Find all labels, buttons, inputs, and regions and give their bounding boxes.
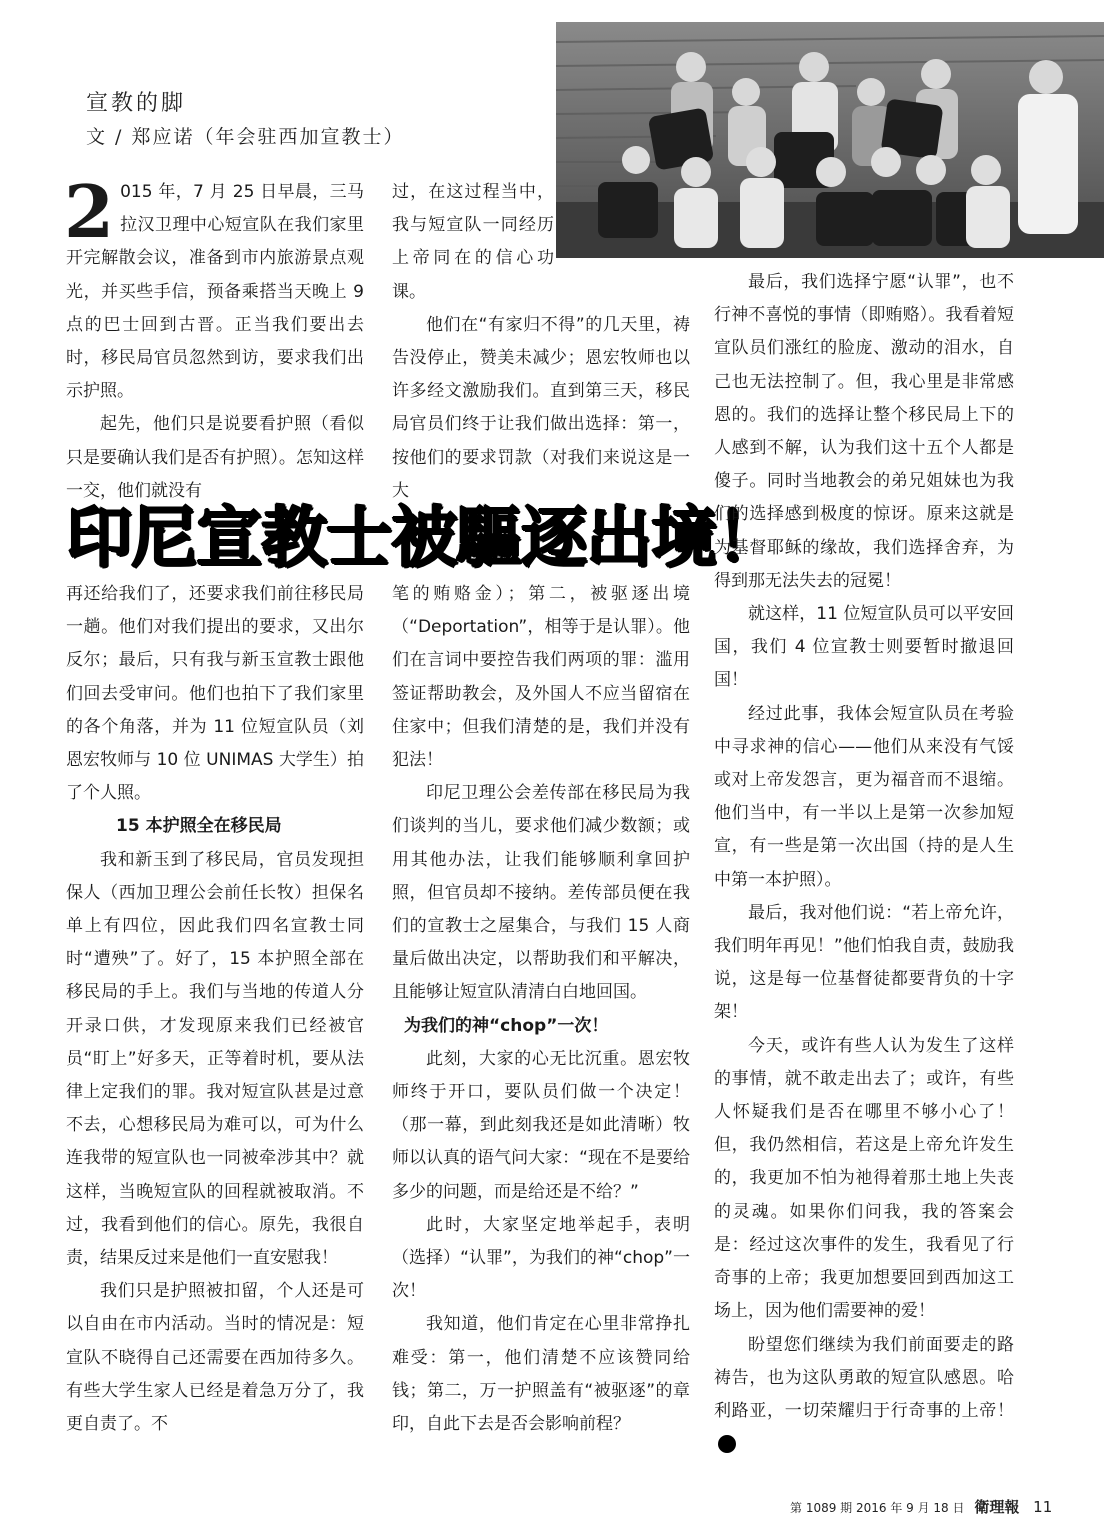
byline: 文 / 郑应诺（年会驻西加宣教士） xyxy=(86,126,405,148)
masthead-logo: 衛理報 xyxy=(974,1498,1020,1516)
issue-date: 第 1089 期 2016 年 9 月 18 日 xyxy=(790,1501,965,1515)
page-number: 11 xyxy=(1033,1498,1053,1516)
paragraph: 起先，他们只是说要看护照（看似只是要确认我们是否有护照）。怎知这样一交，他们就没有 xyxy=(66,414,364,501)
section-kicker: 宣教的脚 xyxy=(86,91,187,116)
paragraph: 我知道，他们肯定在心里非常挣扎难受：第一，他们清楚不应该赞同给钱；第二，万一护照盖有“被驱逐”的章印，自此下去是否会影响前程？ xyxy=(392,1314,690,1435)
paragraph: 此时，大家坚定地举起手，表明（选择）“认罪”，为我们的神“chop”一次！ xyxy=(392,1214,690,1302)
paragraph: 此刻，大家的心无比沉重。恩宏牧师终于开口，要队员们做一个决定！（那一幕，到此刻我还是如此清晰）牧师以认真的语气问大家：“现在不是要给多少的问题，而是给还是不给？” xyxy=(392,1048,690,1202)
opening-paragraph: 2 015 年，7 月 25 日早晨，三马拉汉卫理中心短宣队在我们家里开完解散会议，准备到市内旅游景点观光，并买些手信，预备乘搭当天晚上 9 点的巴士回到古晋。正当我们要出去时，移民局官员忽然到访，要求我们出示护照。 xyxy=(64,169,364,402)
paragraph: 印尼卫理公会差传部在移民局为我们谈判的当儿，要求他们减少数额；或用其他办法，让我们能够顺利拿回护照，但官员却不接纳。差传部员便在我们的宣教士之屋集合，与我们 15 人商量后做出决定，以帮助我们和平解决，且能够让短宣队清清白白地回国。 xyxy=(392,783,690,1003)
column-2-top xyxy=(392,176,690,508)
paragraph: 今天，或许有些人认为发生了这样的事情，就不敢走出去了；或许，有些人怀疑我们是否在哪里不够小心了！但，我仍然相信，若这是上帝允许发生的，我更加不怕为祂得着那土地上失丧的灵魂。如果你们问我，我的答案会是：经过这次事件的发生，我看见了行奇事的上帝；我更加想要回到西加这工场上，因为他们需要神的爱！ xyxy=(714,1035,1014,1322)
paragraph: 我和新玉到了移民局，官员发现担保人（西加卫理公会前任长牧）担保名单上有四位，因此我们四名宣教士同时“遭殃”了。好了，15 本护照全部在移民局的手上。我们与当地的传道人分开录口供，才发现原来我们已经被官员“盯上”好多天，正等着时机，要从法律上定我们的罪。我对短宣队甚是过意不去，心想移民局为难可以，可为什么连我带的短宣队也一同被牵涉其中？就这样，当晚短宣队的回程就被取消。不过，我看到他们的信心。原先，我很自责，结果反过来是他们一直安慰我！ xyxy=(66,849,364,1269)
paragraph: 过，在这过程当中，我与短宣队一同经历上帝同在的信心功课。 xyxy=(392,182,554,302)
paragraph: 经过此事，我体会短宣队员在考验中寻求神的信心——他们从来没有气馁或对上帝发怨言，更为福音而不退缩。他们当中，有一半以上是第一次参加短宣，有一些是第一次出国（持的是人生中第一本护照）。 xyxy=(714,703,1014,890)
column-1-top xyxy=(64,169,364,508)
subheading: 15 本护照全在移民局 xyxy=(116,816,282,837)
paragraph: 他们在“有家归不得”的几天里，祷告没停止，赞美未减少；恩宏牧师也以许多经文激励我们。直到第三天，移民局官员们终于让我们做出选择：第一，按他们的要求罚款（对我们来说这是一大 xyxy=(392,314,690,501)
paragraph: 再还给我们了，还要求我们前往移民局一趟。他们对我们提出的要求，又出尔反尔；最后，只有我与新玉宣教士跟他们回去受审问。他们也拍下了我们家里的各个角落，并为 11 位短宣队员（刘恩宏牧师与 10 位 UNIMAS 大学生）拍了个人照。 xyxy=(66,584,364,804)
paragraph: 我们只是护照被扣留，个人还是可以自由在市内活动。当时的情况是：短宣队不晓得自己还需要在西加待多久。有些大学生家人已经是着急万分了，我更自责了。不 xyxy=(66,1281,364,1435)
column-1-bottom xyxy=(66,578,364,1441)
column-2-bottom xyxy=(392,578,690,1441)
paragraph: 最后，我对他们说：“若上帝允许，我们明年再见！”他们怕我自责，鼓励我说，这是每一位基督徒都要背负的十字架！ xyxy=(714,902,1014,1023)
paragraph: 就这样，11 位短宣队员可以平安回国，我们 4 位宣教士则要暂时撤退回国！ xyxy=(714,604,1014,691)
page-footer xyxy=(790,1496,1052,1517)
drop-cap: 2 xyxy=(64,169,115,254)
headline: 印尼宣教士被驅逐出境！ xyxy=(66,499,781,576)
paragraph: 最后，我们选择宁愿“认罪”，也不行神不喜悦的事情（即贿赂）。我看着短宣队员们涨红的脸庞、激动的泪水，自己也无法控制了。但，我心里是非常感恩的。我们的选择让整个移民局上下的人感到不解，认为我们这十五个人都是傻子。同时当地教会的弟兄姐妹也为我们的选择感到极度的惊讶。原来这就是为基督耶稣的缘故，我们选择舍弃，为得到那无法失去的冠冕！ xyxy=(714,272,1014,591)
end-mark-icon: ✝ xyxy=(718,1435,736,1453)
closing-paragraph: 盼望您们继续为我们前面要走的路祷告，也为这队勇敢的短宣队感恩。哈利路亚，一切荣耀归于行奇事的上帝！✝ xyxy=(714,1329,1014,1462)
paragraph: 笔的贿赂金）；第二，被驱逐出境（“Deportation”，相等于是认罪）。他们在言词中要控告我们两项的罪：滥用签证帮助教会，及外国人不应当留宿在住家中；但我们清楚的是，我们并没有犯法！ xyxy=(392,584,690,771)
column-3 xyxy=(714,266,1014,1461)
subheading: 为我们的神“chop”一次！ xyxy=(404,1015,609,1036)
